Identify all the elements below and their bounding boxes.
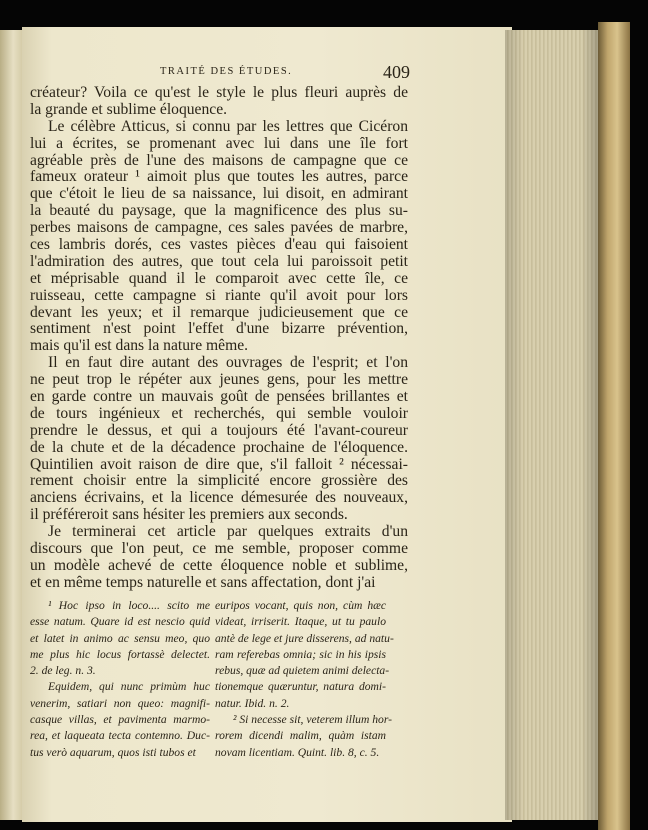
footnote-line: novam licentiam. Quint. lib. 8, c. 5.: [215, 745, 380, 759]
footnote-line: natur. Ibid. n. 2.: [215, 696, 290, 710]
text-line: un modèle achevé de cette éloquence noble et sublime,: [30, 556, 408, 574]
footnotes-right-column: [215, 598, 394, 761]
text-line: ne peut trop le répéter aux jeunes gens, pour les mettre: [30, 371, 408, 389]
text-line: agréable près de l'une des maisons de campagne que ce: [30, 151, 408, 169]
text-line: la beauté du paysage, que la magnificence des plus su-: [30, 202, 408, 220]
text-line: perbes maisons de campagne, ces sales pavées de marbre,: [30, 219, 408, 237]
text-line: rement choisir entre la simplicité encore grossière des: [30, 472, 408, 490]
footnote-line: ¹ Hoc ipso in loco.... scito me: [48, 599, 210, 612]
page-number: 409: [383, 62, 410, 82]
text-line: ruisseau, cette campagne si riante qu'il avoit pour lors: [30, 286, 408, 304]
text-line: anciens écrivains, et la licence démesurée des nouveaux,: [30, 489, 408, 507]
text-line: la grande et sublime éloquence.: [30, 100, 228, 118]
footnote-line: esse natum. Quare id est nescio quid: [30, 615, 210, 629]
text-line: de la chute et de la décadence prochaine de l'éloquence.: [30, 438, 408, 456]
footnote-line: Equidem, qui nunc primùm huc: [48, 680, 210, 694]
text-line: de tours ingénieux et recherchés, qui semble vouloir: [30, 404, 408, 422]
text-line: créateur? Voila ce qu'est le style le plus fleuri auprès de: [30, 84, 408, 101]
text-line: discours que l'on peut, ce me semble, proposer comme: [30, 540, 408, 558]
footnote-line: ram referebas omnia; sic in his ipsis: [215, 647, 386, 661]
footnote-line: ² Si necesse sit, veterem illum hor-: [233, 713, 392, 727]
footnote-line: videat, irriserit. Itaque, ut tu paulo: [215, 615, 386, 629]
page-header: [30, 64, 408, 84]
text-line: Il en faut dire autant des ouvrages de l'esprit; et l'on: [48, 354, 408, 372]
footnote-line: venerim, satiari non queo: magnifi-: [30, 696, 210, 710]
previous-page-edge: [0, 30, 22, 820]
footnote-line: rea, et laqueata tecta contemno. Duc-: [30, 729, 210, 743]
footnote-line: tionemque quæruntur, natura domi-: [215, 680, 386, 694]
text-line: lui a écrites, se promenant avec lui dans une île fort: [30, 134, 408, 152]
footnote-line: 2. de leg. n. 3.: [30, 664, 96, 678]
text-line: Quintilien avoit raison de dire que, s'il falloit ² nécessai-: [30, 455, 408, 473]
text-line: Je terminerai cet article par quelques extraits d'un: [48, 523, 408, 541]
book-cover-edge: [598, 22, 630, 830]
text-line: devant les yeux; et il remarque judicieusement que ce: [30, 303, 408, 321]
text-line: que c'étoit le lieu de sa naissance, lui disoit, en admirant: [30, 185, 408, 203]
text-line: prendre le dessus, et qui a toujours été l'avant-coureur: [30, 421, 408, 439]
running-title: TRAITÉ DES ÉTUDES.: [160, 66, 293, 77]
text-line: l'admiration des autres, que tout cela lui paroissoit petit: [30, 252, 408, 270]
body-text: [30, 85, 408, 592]
text-line: fameux orateur ¹ aimoit plus que toutes les autres, parce: [30, 168, 408, 186]
page-block-edges: [505, 30, 600, 820]
text-line: Le célèbre Atticus, si connu par les lettres que Cicéron: [48, 117, 408, 135]
footnote-line: rorem dicendi malim, quàm istam: [215, 729, 386, 743]
text-line: mais qu'il est dans la nature même.: [30, 337, 249, 355]
text-line: en garde contre un mauvais goût de pensées brillantes et: [30, 388, 408, 406]
footnote-line: rebus, quæ ad quietem animi delecta-: [215, 664, 390, 678]
text-line: il préféreroit sans hésiter les premiers aux seconds.: [30, 506, 348, 524]
footnote-line: tus verò aquarum, quos isti tubos et: [30, 745, 196, 759]
text-line: sentiment n'est point l'effet d'une bizarre prévention,: [30, 320, 408, 338]
footnote-line: euripos vocant, quis non, cùm hæc: [215, 599, 386, 612]
footnote-line: et latet in animo ac sensu meo, quo: [30, 631, 210, 645]
footnote-line: casque villas, et pavimenta marmo-: [30, 713, 210, 727]
text-line: et en même temps naturelle et sans affectation, dont j'ai: [30, 573, 376, 591]
text-line: et méprisable quand il le comparoit avec cette île, ce: [30, 269, 408, 287]
footnote-line: me plus hic locus fortassè delectet.: [30, 647, 210, 661]
footnotes-left-column: [30, 598, 210, 761]
footnote-line: antè de lege et jure disserens, ad natu-: [215, 631, 394, 645]
text-line: ces lambris dorés, ces vastes pièces d'eau qui faisoient: [30, 236, 408, 254]
